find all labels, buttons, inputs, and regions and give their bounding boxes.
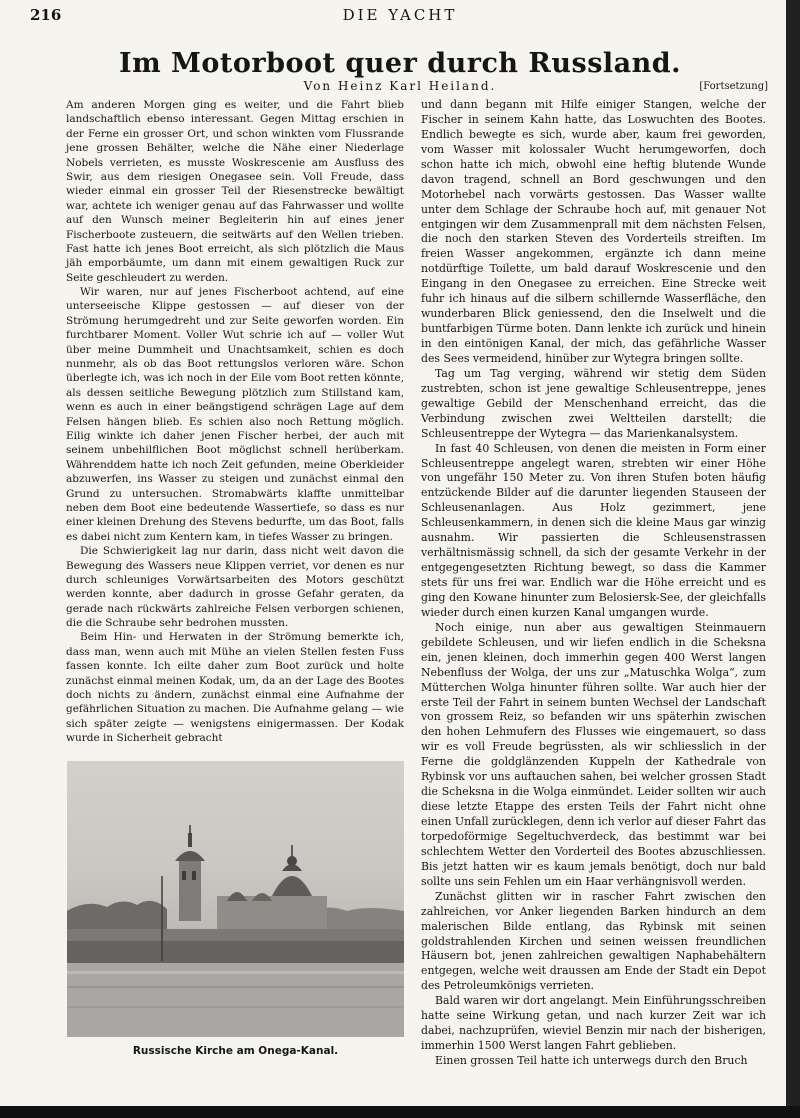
church-photograph (67, 761, 404, 1037)
paragraph: Einen grossen Teil hatte ich unterwegs durch den Bruch (435, 1054, 748, 1067)
paragraph: Beim Hin- und Herwaten in der Strömung bemerkte ich, dass man, wenn auch mit Mühe an vielen Stellen festen Fuss fassen konnte. Ich eilte daher zum Boot zurück und holte zunächst einmal meinen Kodak, um, da an der Lage des Bootes doch nichts zu ändern, zunächst einmal eine Aufnahme der gefährlichen Situation zu machen. Die Aufnahme gelang — wie sich später zeigte — wenigstens einigermassen. Der Kodak wurde in Sicherheit gebracht (66, 631, 404, 745)
paragraph: Zunächst glitten wir in rascher Fahrt zwischen den zahlreichen, vor Anker liegenden Barken hindurch an dem malerischen Bilde entlang, das Rybinsk mit seinen goldstrahlenden Kirchen und seinen weissen freundlichen Häusern bot, jenen zahlreichen gewaltigen Naphabehältern entgegen, welche weit draussen am Ende der Stadt ein Depot des Petroleumkönigs verrieten. (421, 889, 766, 993)
paragraph: Am anderen Morgen ging es weiter, und die Fahrt blieb landschaftlich ebenso interessant. Gegen Mittag erschien in der Ferne ein grosser Ort, und schon winkten vom Flussrande jene grossen Behälter, welche die Nähe einer Niederlage Nobels verrieten, es musste Woskrescenie am Ausfluss des Swir, aus dem riesigen Onegasee sein. Voll Freude, dass wieder einmal ein grosser Teil der Riesenstrecke bewältigt war, achtete ich weniger genau auf das Fahrwasser und wollte auf den Wunsch meiner Begleiterin hin auf eines jener Fischerboote zusteuern, die seitwärts auf den Wellen trieben. Fast hatte ich jenes Boot erreicht, als sich plötzlich die Maus jäh emporbäumte, um dann mit einem gewaltigen Ruck zur Seite geschleudert zu werden. (66, 99, 404, 284)
page-number: 216 (30, 6, 62, 24)
article-title: Im Motorboot quer durch Russland. (118, 48, 682, 79)
article-byline: Von Heinz Karl Heiland. (303, 79, 497, 93)
photo-caption: Russische Kirche am Onega-Kanal. (132, 1045, 339, 1057)
continuation-note: [Fortsetzung] (699, 81, 768, 92)
scan-edge-right (786, 0, 800, 1118)
paragraph: In fast 40 Schleusen, von denen die meisten in Form einer Schleusentreppe angelegt waren, strebten wir einer Höhe von ungefähr 150 Meter zu. Von ihren Stufen boten häufig entzückende Bilder auf die darunter liegenden Stauseen der Schleusenanlagen. Aus Holz gezimmert, jene Schleusenkammern, in denen sich die kleine Maus gar winzig ausnahm. Wir passierten die Schleusenstrassen verhältnismässig schnell, da sich der gesamte Verkehr in der entgegengesetzten Richtung bewegt, so dass die Kammer stets für uns frei war. Endlich war die Höhe erreicht und es ging den Kowane hinunter zum Belosiersk-See, der gleichfalls wieder durch einen kurzen Kanal umgangen wurde. (421, 441, 766, 619)
paragraph: Tag um Tag verging, während wir stetig dem Süden zustrebten, schon ist jene gewaltige Schleusentreppe, jenes gewaltige Gebild der Menschenhand erreicht, das die Verbindung zwischen zwei Weltteilen darstellt; die Schleusentreppe der Wytegra — das Marienkanalsystem. (421, 366, 766, 440)
left-column (66, 98, 404, 746)
right-column (421, 98, 766, 1098)
paragraph: Bald waren wir dort angelangt. Mein Einführungsschreiben hatte seine Wirkung getan, und nach kurzer Zeit war ich dabei, nachzuprüfen, wieviel Benzin mir nach der bisherigen, immerhin 1500 Werst langen Fahrt geblieben. (421, 994, 766, 1053)
running-title: DIE YACHT (342, 6, 458, 24)
paragraph: Die Schwierigkeit lag nur darin, dass nicht weit davon die Bewegung des Wassers neue Klippen verriet, vor denen es nur durch schleuniges Vorwärtsarbeiten des Motors geschützt werden konnte, aber dadurch in grosse Gefahr geraten, da gerade nach rückwärts zahlreiche Felsen verborgen schienen, die die Schraube sehr bedrohen mussten. (66, 545, 404, 630)
paragraph: Noch einige, nun aber aus gewaltigen Steinmauern gebildete Schleusen, und wir liefen endlich in die Scheksna ein, jenen kleinen, doch immerhin gegen 400 Werst langen Nebenfluss der Wolga, der uns zur „Matuschka Wolga“, zum Mütterchen Wolga hinunter führen sollte. War auch hier der erste Teil der Fahrt in seinem bunten Wechsel der Landschaft von grossem Reiz, so befanden wir uns späterhin zwischen den hohen Lehmufern des Flusses wie eingemauert, so dass wir es voll Freude begrüssten, als wir schliesslich in der Ferne die goldglänzenden Kuppeln der Kathedrale von Rybinsk vor uns auftauchen sahen, bei welcher grossen Stadt die Scheksna in die Wolga einmündet. Leider sollten wir auch diese letzte Etappe des ersten Teils der Fahrt nicht ohne einen Unfall zurücklegen, denn ich verlor auf dieser Fahrt das torpedoförmige Segeltuchverdeck, das bestimmt war bei schlechtem Wetter den Vorderteil des Bootes abzuschliessen. Bis jetzt hatten wir es kaum jemals benötigt, doch nur bald sollte uns sein Fehlen um ein Haar verhängnisvoll werden. (421, 620, 766, 888)
paragraph: Wir waren, nur auf jenes Fischerboot achtend, auf eine unterseeische Klippe gestossen — auf dieser von der Strömung herumgedreht und zur Seite geworfen worden. Ein furchtbarer Moment. Voller Wut schrie ich auf — voller Wut über meine Dummheit und Unachtsamkeit, schien es doch nunmehr, als ob das Boot rettungslos verloren wäre. Schon überlegte ich, was ich noch in der Eile vom Boot retten könnte, als dessen seitliche Bewegung plötzlich zum Stillstand kam, wenn es auch in einer beängstigend schrägen Lage auf dem Felsen hängen blieb. Es schien also noch Rettung möglich. Eilig winkte ich daher jenen Fischer herbei, der auch mit seinem unbehilflichen Boot möglichst schnell herüberkam. Währenddem hatte ich noch Zeit gefunden, meine Oberkleider abzuwerfen, ins Wasser zu steigen und zunächst einmal den Grund zu untersuchen. Stromabwärts klaffte unmittelbar neben dem Boot eine bedeutende Wassertiefe, so dass es nur einer kleinen Drehung des Stevens bedurfte, um das Boot, falls es dabei nicht zum Kentern kam, in tiefes Wasser zu bringen. (66, 286, 404, 543)
paragraph: und dann begann mit Hilfe einiger Stangen, welche der Fischer in seinem Kahn hatte, das Loswuchten des Bootes. Endlich bewegte es sich, wurde aber, kaum frei geworden, vom Wasser mit kolossaler Wucht herumgeworfen, doch schon hatte ich mich, obwohl eine heftig blutende Wunde davon tragend, schnell an Bord geschwungen und den Motorhebel nach vorwärts gestossen. Das Wasser wallte unter dem Schlage der Schraube hoch auf, mit genauer Not entgingen wir dem Zusammenprall mit dem nächsten Felsen, die noch den starken Steven des Vorderteils streiften. Im freien Wasser angekommen, ergänzte ich dann meine notdürftige Toilette, um bald darauf Woskrescenie und den Eingang in den Onegasee zu erreichen. Eine Strecke weit fuhr ich hinaus auf die silbern schillernde Wasserfläche, den wunderbaren Blick geniessend, den die Inselwelt und die buntfarbigen Türme boten. Dann lenkte ich zurück und hinein in den eintönigen Kanal, der mich, das gefährliche Wasser des Sees vermeidend, hinüber zur Wytegra bringen sollte. (421, 98, 766, 365)
church-photo-image (67, 761, 404, 1037)
scan-edge-bottom (0, 1106, 800, 1118)
